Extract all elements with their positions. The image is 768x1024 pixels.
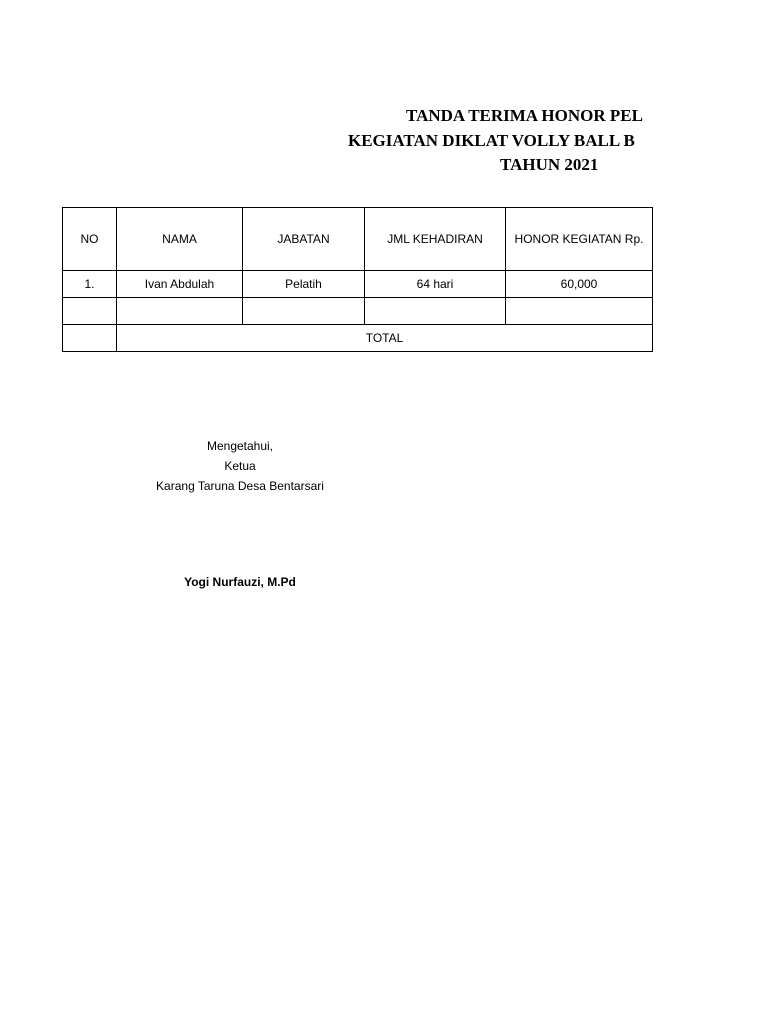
cell-honor: 60,000 bbox=[506, 271, 653, 298]
cell-no: 1. bbox=[63, 271, 117, 298]
empty-cell bbox=[506, 298, 653, 325]
header-jabatan: JABATAN bbox=[243, 208, 365, 271]
empty-cell bbox=[117, 298, 243, 325]
empty-cell bbox=[63, 325, 117, 352]
header-nama: NAMA bbox=[117, 208, 243, 271]
empty-cell bbox=[365, 298, 506, 325]
document-title bbox=[0, 0, 652, 200]
table-header-row bbox=[63, 208, 653, 271]
empty-cell bbox=[63, 298, 117, 325]
cell-jml-kehadiran: 64 hari bbox=[365, 271, 506, 298]
title-line-1: TANDA TERIMA HONOR PEL bbox=[406, 106, 643, 125]
table-total-row bbox=[63, 325, 653, 352]
header-no: NO bbox=[63, 208, 117, 271]
cell-nama: Ivan Abdulah bbox=[117, 271, 243, 298]
cell-jabatan: Pelatih bbox=[243, 271, 365, 298]
title-line-2: KEGIATAN DIKLAT VOLLY BALL B bbox=[348, 131, 635, 150]
role-label: Ketua bbox=[224, 459, 256, 473]
honor-table bbox=[62, 207, 653, 352]
acknowledge-label: Mengetahui, bbox=[206, 439, 274, 453]
header-jml-kehadiran: JML KEHADIRAN bbox=[365, 208, 506, 271]
total-label: TOTAL bbox=[117, 325, 653, 352]
empty-cell bbox=[243, 298, 365, 325]
header-honor-kegiatan: HONOR KEGIATAN Rp. bbox=[506, 208, 653, 271]
table-row-empty bbox=[63, 298, 653, 325]
signatory-name: Yogi Nurfauzi, M.Pd bbox=[184, 575, 296, 589]
table-row bbox=[63, 271, 653, 298]
title-line-3: TAHUN 2021 bbox=[500, 155, 599, 174]
organization-label: Karang Taruna Desa Bentarsari bbox=[156, 479, 324, 493]
